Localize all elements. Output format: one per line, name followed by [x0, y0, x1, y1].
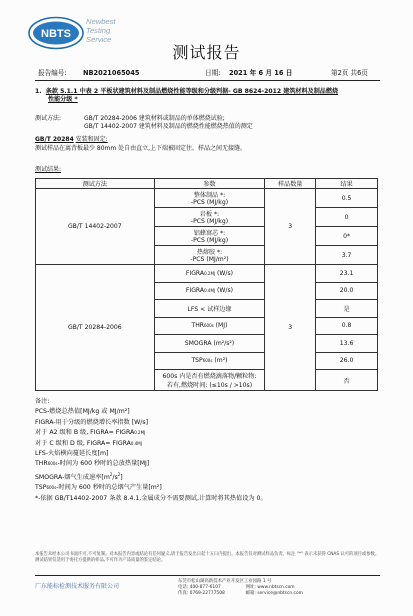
footer-divider: [35, 575, 380, 576]
report-title: 测试报告: [172, 43, 241, 62]
result-cell: 3.7: [316, 246, 378, 265]
note-smogra: SMOGRA-烟气生成速率$[m^2/s^2]$: [35, 471, 123, 481]
note-thr: THR600s-时间为 600 秒时的总放热量[MJ]: [35, 460, 150, 468]
result-cell: 23.1: [316, 265, 378, 283]
logo-text: NBTS: [41, 28, 71, 40]
result-cell: 是: [316, 300, 378, 318]
install-standard: GB/T 20284: [35, 136, 74, 143]
group2-count: 3: [265, 265, 316, 391]
disclaimer-1: 本报告未经本公司书面许可,不可复制。对本报告内容或结论有任何疑义,请于报告发出日起十五日内提出。本报告仅对测试样品负责。标注 "*" 表示未获得 CNAS 认可的项目或参数。: [35, 552, 380, 557]
method-2: GB/T 14402-2007 建筑材料及制品的燃烧性能燃烧热值的测定: [84, 123, 253, 130]
notes-title: 备注:: [35, 398, 50, 405]
table-header-row: [36, 179, 378, 189]
results-table: [35, 178, 378, 391]
result-cell: 20.0: [316, 282, 378, 300]
group1-method: GB/T 14402-2007: [36, 189, 155, 265]
install-title: 安装和固定:: [75, 136, 108, 143]
note-pcs: PCS-燃烧总热值[MJ/kg 或 MJ/m²]: [35, 408, 130, 416]
note-tsp: TSP600s-时间为 600 秒时的总烟气产生量[m²]: [35, 484, 162, 492]
company-fax: 0769-22777508: [189, 591, 225, 597]
param-cell: SMOGRA (m²/s²): [154, 335, 265, 353]
method-1: GB/T 20284-2006 建筑材料或制品的单体燃烧试验;: [84, 115, 225, 122]
table-row: [36, 189, 378, 208]
disclaimer-2: 测试结果仅适用于委托方提供的样品,不可作为产品质量的鉴定结论。: [35, 558, 166, 563]
install-text: 测试样品在离背板最少 80mm 处自由直立,上下端被固定住。样品之间无接缝。: [35, 145, 247, 152]
company-email[interactable]: service@nbtscn.com: [257, 591, 303, 597]
install-heading: [35, 136, 108, 144]
brand-line-1: Newbest: [86, 17, 116, 26]
header-result: 结果: [316, 179, 378, 189]
clause-number: 1.: [35, 88, 42, 95]
result-cell: 0.5: [316, 189, 378, 208]
result-cell: 13.6: [316, 335, 378, 353]
param-cell: 整体制品 *: -PCS (MJ/kg): [154, 189, 265, 208]
param-cell: THR600s (MJ): [154, 317, 265, 335]
note-figra-cd: 对于 C 级和 D 级, FIGRA= FIGRA0.4MJ: [35, 439, 142, 447]
param-cell: 岩板 *: -PCS (MJ/kg): [154, 208, 265, 227]
clause-block: [35, 88, 380, 104]
company-website[interactable]: www.nbtscn.com: [257, 585, 295, 591]
company-name: 广东能标检测技术服务有限公司: [35, 583, 120, 590]
group1-count: 3: [265, 189, 316, 265]
note-lfs: LFS-火焰横向蔓延长度[m]: [35, 450, 109, 458]
param-cell: FIGRA0.4MJ (W/s): [154, 282, 265, 300]
notes-block: [35, 397, 380, 504]
page-indicator: 第2页 共6页: [331, 69, 368, 77]
brand-line-3: Service: [86, 35, 112, 45]
report-number: NB2021065045: [83, 69, 140, 77]
note-metal: *-依据 GB/T14402-2007 条款 8.4.1,金属成分不需要测试,计算时将其热值设为 0。: [35, 494, 267, 502]
note-figra-a2b: 对于 A2 级和 B 级, FIGRA= FIGRA0.2MJ: [35, 429, 146, 437]
param-cell: FIGRA0.2MJ (W/s): [154, 265, 265, 283]
result-cell: 0.8: [316, 317, 378, 335]
company-contact: 东莞市松山湖高新技术产业开发区工业园路 1 号 电话: 400-877-6107 网址: www.nbtscn.com 传真: 0769-22777508 邮箱: service@nbtscn.com: [178, 579, 303, 597]
result-cell: 0: [316, 208, 378, 227]
result-cell: 否: [316, 370, 378, 391]
report-number-label: 报告编号:: [38, 69, 67, 77]
note-figra: FIGRA-用于分级的燃烧增长率指数 [W/s]: [35, 418, 149, 426]
param-cell: TSP600s (m²): [154, 352, 265, 370]
group2-method: GB/T 20284-2006: [36, 265, 155, 391]
header-method: 测试方法: [36, 179, 155, 189]
footer-disclaimer: [35, 552, 380, 564]
table-row: [36, 265, 378, 283]
result-cell: 0*: [316, 227, 378, 246]
param-cell: 600s 内是否有燃烧滴落物/颗粒物: 若有,燃烧时间: (≤10s / >10s): [154, 370, 265, 391]
clause-line-2: 性能分级 *: [48, 96, 78, 103]
param-cell: LFS < 试样边缘: [154, 300, 265, 318]
date-label: 日期:: [205, 69, 221, 77]
header-count: 样品数量: [265, 179, 316, 189]
header-divider: [35, 80, 380, 81]
company-phone: 400-877-6107: [189, 585, 221, 591]
param-cell: 热熔胶 *: -PCS (MJ/m²): [154, 246, 265, 265]
report-date: 2021 年 6 月 16 日: [229, 69, 293, 77]
header-parameter: 参数: [154, 179, 265, 189]
clause-line-1: 条款 5.1.1 中表 2 平板状建筑材料及制品燃烧性能等级和分级判据- GB 8624-2012 建筑材料及制品燃烧: [45, 88, 339, 95]
results-heading: 测试结果:: [35, 166, 62, 173]
result-cell: 26.0: [316, 352, 378, 370]
brand-line-2: Testing: [86, 26, 111, 36]
company-address: 东莞市松山湖高新技术产业开发区工业园路 1 号: [178, 579, 272, 584]
param-cell: 铝蜂窝芯 *: -PCS (MJ/kg): [154, 227, 265, 246]
methods-label: 测试方法:: [35, 115, 62, 122]
